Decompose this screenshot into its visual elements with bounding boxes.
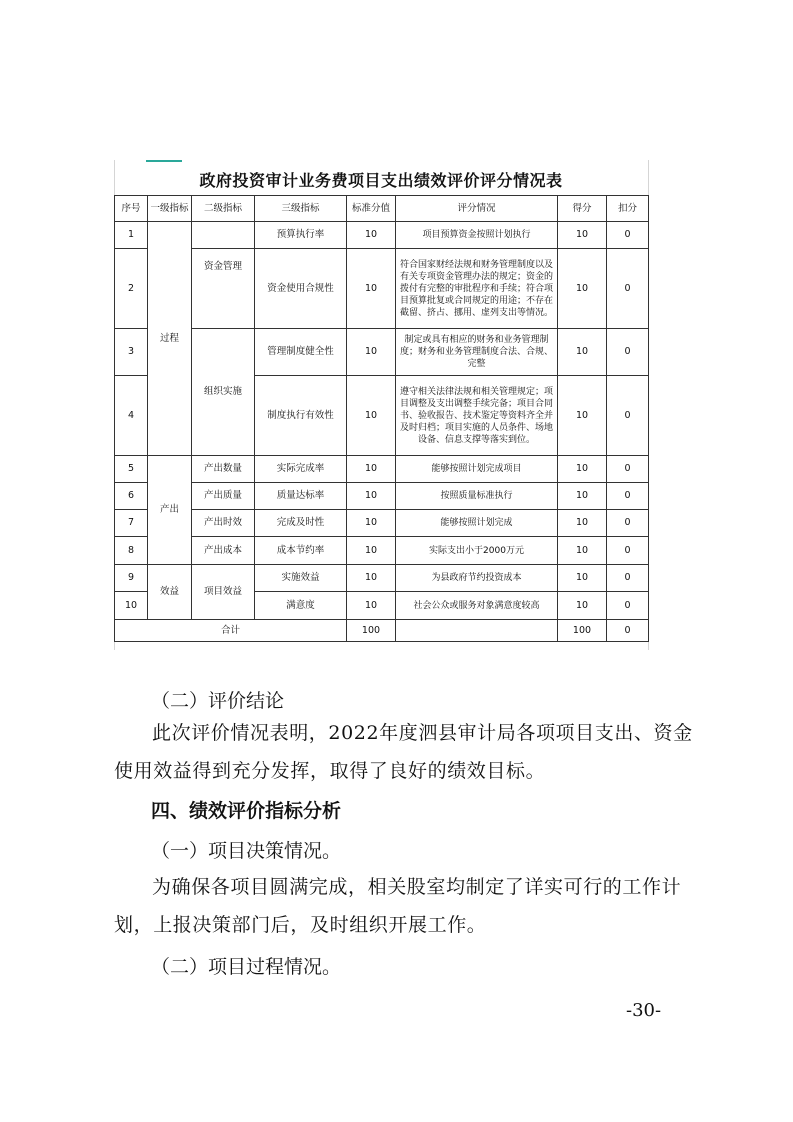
- row-evaluation: 社会公众或服务对象满意度较高: [396, 592, 558, 620]
- row-evaluation: 为县政府节约投资成本: [396, 565, 558, 592]
- row-evaluation: 实际支出小于2000万元: [396, 537, 558, 565]
- decision-paragraph: [114, 868, 694, 944]
- row-standard: 10: [347, 483, 396, 510]
- level1-output: 产出: [148, 456, 192, 565]
- row-standard: 10: [347, 537, 396, 565]
- level1-benefit: 效益: [148, 565, 192, 620]
- row-no: 8: [115, 537, 148, 565]
- row-standard: 10: [347, 222, 396, 249]
- row-standard: 10: [347, 249, 396, 329]
- level2-org-impl: 组织实施: [192, 329, 255, 456]
- row-evaluation: 项目预算资金按照计划执行: [396, 222, 558, 249]
- table-row: [115, 249, 649, 329]
- row-level3: 制度执行有效性: [255, 376, 347, 456]
- row-level3: 成本节约率: [255, 537, 347, 565]
- row-deduction: 0: [607, 483, 649, 510]
- row-evaluation: 按照质量标准执行: [396, 483, 558, 510]
- level2-fund-mgmt: 资金管理: [192, 249, 255, 329]
- table-row: [115, 483, 649, 510]
- total-score: 100: [558, 620, 607, 642]
- row-deduction: 0: [607, 510, 649, 537]
- row-no: 9: [115, 565, 148, 592]
- header-score: 得分: [558, 196, 607, 222]
- row-score: 10: [558, 537, 607, 565]
- row-evaluation: 符合国家财经法规和财务管理制度以及有关专项资金管理办法的规定；资金的拨付有完整的审批程序和手续；符合项目预算批复或合同规定的用途；不存在截留、挤占、挪用、虚列支出等情况。: [396, 249, 558, 329]
- row-standard: 10: [347, 592, 396, 620]
- page-number: -30-: [626, 1000, 662, 1021]
- table-row: [115, 456, 649, 483]
- header-standard: 标准分值: [347, 196, 396, 222]
- row-score: 10: [558, 483, 607, 510]
- row-score: 10: [558, 249, 607, 329]
- row-score: 10: [558, 376, 607, 456]
- row-deduction: 0: [607, 537, 649, 565]
- row-level3: 预算执行率: [255, 222, 347, 249]
- header-level3: 三级指标: [255, 196, 347, 222]
- header-no: 序号: [115, 196, 148, 222]
- level2-blank: [192, 222, 255, 249]
- table-row: [115, 222, 649, 249]
- row-deduction: 0: [607, 565, 649, 592]
- section-evaluation-conclusion: （二）评价结论: [151, 690, 285, 712]
- section-project-process: （二）项目过程情况。: [151, 956, 342, 978]
- row-standard: 10: [347, 329, 396, 376]
- row-no: 4: [115, 376, 148, 456]
- total-standard: 100: [347, 620, 396, 642]
- row-level3: 实际完成率: [255, 456, 347, 483]
- total-evaluation-blank: [396, 620, 558, 642]
- row-score: 10: [558, 510, 607, 537]
- row-no: 2: [115, 249, 148, 329]
- row-score: 10: [558, 222, 607, 249]
- row-no: 10: [115, 592, 148, 620]
- row-standard: 10: [347, 565, 396, 592]
- table-row: [115, 537, 649, 565]
- row-deduction: 0: [607, 456, 649, 483]
- evaluation-table: [114, 195, 649, 642]
- row-no: 7: [115, 510, 148, 537]
- table-row: [115, 510, 649, 537]
- row-no: 5: [115, 456, 148, 483]
- header-evaluation: 评分情况: [396, 196, 558, 222]
- row-evaluation: 制定或具有相应的财务和业务管理制度；财务和业务管理制度合法、合规、完整: [396, 329, 558, 376]
- row-score: 10: [558, 565, 607, 592]
- conclusion-paragraph: [114, 714, 694, 790]
- total-label: 合计: [115, 620, 347, 642]
- row-evaluation: 遵守相关法律法规和相关管理规定；项目调整及支出调整手续完备；项目合同书、验收报告、技术鉴定等资料齐全并及时归档；项目实施的人员条件、场地设备、信息支撑等落实到位。: [396, 376, 558, 456]
- row-no: 3: [115, 329, 148, 376]
- header-level1: 一级指标: [148, 196, 192, 222]
- row-deduction: 0: [607, 222, 649, 249]
- row-no: 1: [115, 222, 148, 249]
- table-header-row: [115, 196, 649, 222]
- row-level3: 满意度: [255, 592, 347, 620]
- total-row: [115, 620, 649, 642]
- level2-output-time: 产出时效: [192, 510, 255, 537]
- table-title: 政府投资审计业务费项目支出绩效评价评分情况表: [199, 171, 563, 190]
- row-standard: 10: [347, 376, 396, 456]
- total-deduction: 0: [607, 620, 649, 642]
- level1-process: 过程: [148, 222, 192, 456]
- row-evaluation: 能够按照计划完成项目: [396, 456, 558, 483]
- row-deduction: 0: [607, 592, 649, 620]
- level2-output-cost: 产出成本: [192, 537, 255, 565]
- level2-output-quality: 产出质量: [192, 483, 255, 510]
- header-deduction: 扣分: [607, 196, 649, 222]
- row-evaluation: 能够按照计划完成: [396, 510, 558, 537]
- row-deduction: 0: [607, 249, 649, 329]
- row-score: 10: [558, 592, 607, 620]
- row-deduction: 0: [607, 376, 649, 456]
- row-level3: 实施效益: [255, 565, 347, 592]
- section-4-heading: 四、绩效评价指标分析: [151, 800, 342, 822]
- row-level3: 质量达标率: [255, 483, 347, 510]
- row-score: 10: [558, 456, 607, 483]
- row-level3: 完成及时性: [255, 510, 347, 537]
- table-row: [115, 329, 649, 376]
- cell-selection-marker: [146, 160, 182, 162]
- level2-project-benefit: 项目效益: [192, 565, 255, 620]
- row-level3: 资金使用合规性: [255, 249, 347, 329]
- row-score: 10: [558, 329, 607, 376]
- row-level3: 管理制度健全性: [255, 329, 347, 376]
- table-row: [115, 565, 649, 592]
- row-standard: 10: [347, 456, 396, 483]
- level2-output-qty: 产出数量: [192, 456, 255, 483]
- header-level2: 二级指标: [192, 196, 255, 222]
- row-deduction: 0: [607, 329, 649, 376]
- section-project-decision: （一）项目决策情况。: [151, 840, 342, 862]
- decision-text: 为确保各项目圆满完成，相关股室均制定了详实可行的工作计划，上报决策部门后，及时组织开展工作。: [114, 876, 682, 936]
- conclusion-text: 此次评价情况表明，2022年度泗县审计局各项项目支出、资金使用效益得到充分发挥，取得了良好的绩效目标。: [114, 722, 693, 782]
- row-no: 6: [115, 483, 148, 510]
- row-standard: 10: [347, 510, 396, 537]
